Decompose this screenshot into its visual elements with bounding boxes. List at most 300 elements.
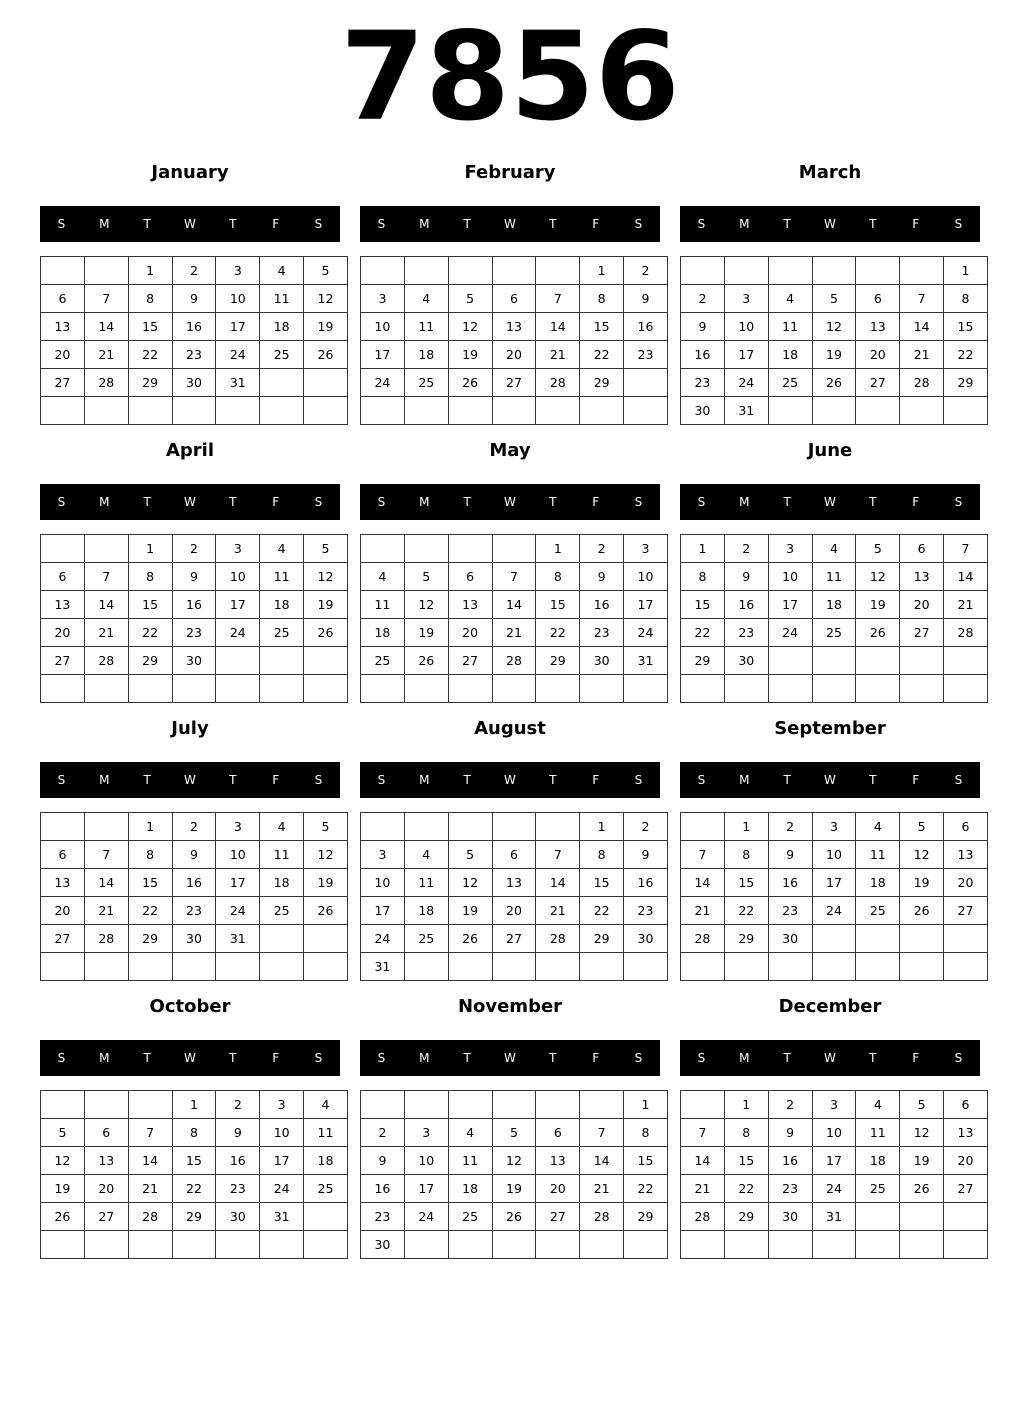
week-row bbox=[681, 1175, 988, 1203]
day-cell: 24 bbox=[216, 897, 260, 925]
week-row bbox=[361, 897, 668, 925]
day-cell bbox=[856, 1231, 900, 1259]
day-cell bbox=[361, 257, 405, 285]
weekday-label: W bbox=[824, 1051, 836, 1065]
weekday-label: M bbox=[739, 495, 750, 509]
week-row bbox=[361, 925, 668, 953]
day-cell: 15 bbox=[128, 591, 172, 619]
day-cell: 2 bbox=[768, 813, 812, 841]
day-cell bbox=[84, 953, 128, 981]
day-cell: 11 bbox=[361, 591, 405, 619]
day-cell: 20 bbox=[856, 341, 900, 369]
day-cell: 10 bbox=[361, 869, 405, 897]
day-cell: 7 bbox=[944, 535, 988, 563]
day-cell: 19 bbox=[304, 591, 348, 619]
day-cell bbox=[128, 1091, 172, 1119]
day-cell: 10 bbox=[724, 313, 768, 341]
day-cell: 8 bbox=[724, 841, 768, 869]
weekday-label: T bbox=[463, 773, 471, 787]
day-cell bbox=[404, 397, 448, 425]
day-cell: 27 bbox=[41, 369, 85, 397]
weekday-header bbox=[40, 1040, 340, 1076]
day-cell bbox=[536, 675, 580, 703]
month-december bbox=[680, 990, 980, 1260]
day-cell: 21 bbox=[492, 619, 536, 647]
day-cell bbox=[361, 535, 405, 563]
day-cell: 13 bbox=[492, 313, 536, 341]
day-cell: 15 bbox=[580, 869, 624, 897]
weekday-label: M bbox=[99, 773, 110, 787]
day-cell: 26 bbox=[492, 1203, 536, 1231]
day-cell bbox=[361, 1091, 405, 1119]
day-cell: 14 bbox=[944, 563, 988, 591]
day-cell: 1 bbox=[724, 813, 768, 841]
day-cell bbox=[41, 953, 85, 981]
day-cell: 2 bbox=[172, 535, 216, 563]
weekday-header bbox=[360, 762, 660, 798]
day-cell: 18 bbox=[768, 341, 812, 369]
weekday-label: F bbox=[912, 1051, 920, 1065]
day-cell: 2 bbox=[580, 535, 624, 563]
day-cell: 18 bbox=[856, 869, 900, 897]
day-cell: 9 bbox=[624, 841, 668, 869]
day-cell: 18 bbox=[304, 1147, 348, 1175]
weekday-label: S bbox=[954, 495, 963, 509]
weekday-label: T bbox=[143, 1051, 151, 1065]
weekday-label: M bbox=[739, 773, 750, 787]
day-cell: 31 bbox=[361, 953, 405, 981]
day-cell: 17 bbox=[216, 869, 260, 897]
day-cell: 15 bbox=[724, 869, 768, 897]
day-cell bbox=[84, 813, 128, 841]
day-cell: 11 bbox=[448, 1147, 492, 1175]
day-cell: 27 bbox=[84, 1203, 128, 1231]
day-cell: 14 bbox=[580, 1147, 624, 1175]
week-row bbox=[361, 1203, 668, 1231]
weekday-label: S bbox=[634, 773, 643, 787]
day-cell: 4 bbox=[260, 535, 304, 563]
weekday-label: W bbox=[504, 773, 516, 787]
day-cell bbox=[492, 1231, 536, 1259]
day-cell: 21 bbox=[900, 341, 944, 369]
weekday-label: M bbox=[419, 773, 430, 787]
day-cell: 17 bbox=[724, 341, 768, 369]
week-row bbox=[681, 341, 988, 369]
day-cell: 8 bbox=[172, 1119, 216, 1147]
day-cell: 17 bbox=[768, 591, 812, 619]
week-row bbox=[41, 397, 348, 425]
day-cell: 3 bbox=[404, 1119, 448, 1147]
day-cell: 20 bbox=[41, 341, 85, 369]
week-row bbox=[681, 1147, 988, 1175]
day-cell: 27 bbox=[492, 925, 536, 953]
day-cell: 26 bbox=[304, 897, 348, 925]
week-row bbox=[361, 341, 668, 369]
day-cell: 30 bbox=[172, 925, 216, 953]
month-name: September bbox=[774, 718, 886, 739]
day-cell bbox=[216, 1231, 260, 1259]
day-cell: 3 bbox=[724, 285, 768, 313]
day-cell: 26 bbox=[304, 341, 348, 369]
day-cell: 1 bbox=[724, 1091, 768, 1119]
day-cell: 25 bbox=[260, 341, 304, 369]
day-cell: 30 bbox=[681, 397, 725, 425]
day-cell: 13 bbox=[41, 313, 85, 341]
day-cell: 28 bbox=[536, 925, 580, 953]
day-cell bbox=[944, 397, 988, 425]
day-cell bbox=[580, 1091, 624, 1119]
day-cell bbox=[768, 257, 812, 285]
day-cell: 24 bbox=[404, 1203, 448, 1231]
week-row bbox=[681, 841, 988, 869]
week-row bbox=[41, 369, 348, 397]
day-cell: 26 bbox=[900, 897, 944, 925]
weekday-label: T bbox=[869, 495, 877, 509]
day-cell: 28 bbox=[580, 1203, 624, 1231]
day-cell bbox=[856, 925, 900, 953]
day-cell: 15 bbox=[681, 591, 725, 619]
day-cell: 18 bbox=[448, 1175, 492, 1203]
week-row bbox=[41, 535, 348, 563]
day-cell: 2 bbox=[681, 285, 725, 313]
week-row bbox=[41, 257, 348, 285]
day-cell: 28 bbox=[681, 925, 725, 953]
day-cell: 23 bbox=[624, 341, 668, 369]
day-cell: 29 bbox=[580, 925, 624, 953]
day-cell: 15 bbox=[172, 1147, 216, 1175]
day-cell: 13 bbox=[492, 869, 536, 897]
day-cell: 31 bbox=[812, 1203, 856, 1231]
day-cell: 4 bbox=[304, 1091, 348, 1119]
day-cell: 31 bbox=[260, 1203, 304, 1231]
day-cell bbox=[128, 397, 172, 425]
day-cell bbox=[260, 369, 304, 397]
day-cell bbox=[856, 257, 900, 285]
day-cell: 25 bbox=[812, 619, 856, 647]
weekday-label: S bbox=[634, 217, 643, 231]
week-row bbox=[681, 897, 988, 925]
day-cell: 9 bbox=[724, 563, 768, 591]
day-cell: 18 bbox=[361, 619, 405, 647]
day-cell: 30 bbox=[768, 1203, 812, 1231]
week-row bbox=[361, 1231, 668, 1259]
weekday-label: W bbox=[184, 1051, 196, 1065]
week-row bbox=[681, 1119, 988, 1147]
day-cell: 5 bbox=[856, 535, 900, 563]
weekday-label: M bbox=[419, 1051, 430, 1065]
day-cell: 21 bbox=[128, 1175, 172, 1203]
day-cell: 26 bbox=[900, 1175, 944, 1203]
day-cell: 18 bbox=[260, 869, 304, 897]
weekday-label: T bbox=[869, 773, 877, 787]
week-row bbox=[681, 1203, 988, 1231]
day-cell: 23 bbox=[768, 1175, 812, 1203]
day-cell: 26 bbox=[404, 647, 448, 675]
month-name: July bbox=[171, 718, 209, 739]
day-cell bbox=[304, 647, 348, 675]
week-row bbox=[41, 897, 348, 925]
day-cell: 29 bbox=[724, 1203, 768, 1231]
day-cell: 25 bbox=[304, 1175, 348, 1203]
day-cell: 11 bbox=[260, 563, 304, 591]
weekday-label: T bbox=[549, 495, 557, 509]
day-cell bbox=[768, 647, 812, 675]
week-row bbox=[681, 1091, 988, 1119]
weekday-label: S bbox=[314, 495, 323, 509]
day-cell: 25 bbox=[260, 897, 304, 925]
weekday-label: F bbox=[592, 773, 600, 787]
day-cell: 21 bbox=[536, 897, 580, 925]
weekday-label: W bbox=[824, 773, 836, 787]
day-cell: 24 bbox=[624, 619, 668, 647]
day-cell: 6 bbox=[41, 285, 85, 313]
day-cell: 29 bbox=[681, 647, 725, 675]
day-cell: 24 bbox=[361, 369, 405, 397]
day-cell bbox=[900, 675, 944, 703]
day-cell: 16 bbox=[361, 1175, 405, 1203]
weekday-label: W bbox=[184, 495, 196, 509]
day-cell: 15 bbox=[624, 1147, 668, 1175]
day-cell bbox=[536, 813, 580, 841]
day-cell: 14 bbox=[536, 869, 580, 897]
day-cell: 23 bbox=[768, 897, 812, 925]
day-cell: 14 bbox=[536, 313, 580, 341]
day-cell bbox=[404, 257, 448, 285]
day-cell bbox=[580, 953, 624, 981]
day-cell bbox=[724, 257, 768, 285]
weekday-label: M bbox=[739, 1051, 750, 1065]
day-cell: 28 bbox=[681, 1203, 725, 1231]
day-cell: 6 bbox=[944, 813, 988, 841]
day-cell: 21 bbox=[681, 1175, 725, 1203]
day-cell bbox=[404, 813, 448, 841]
day-cell bbox=[856, 675, 900, 703]
week-row bbox=[681, 813, 988, 841]
day-cell bbox=[448, 535, 492, 563]
day-cell bbox=[304, 953, 348, 981]
day-cell: 31 bbox=[216, 369, 260, 397]
day-cell bbox=[536, 1231, 580, 1259]
weekday-label: F bbox=[272, 495, 280, 509]
week-row bbox=[681, 313, 988, 341]
day-cell bbox=[580, 397, 624, 425]
day-cell bbox=[404, 1231, 448, 1259]
weekday-label: T bbox=[783, 773, 791, 787]
day-cell: 9 bbox=[172, 563, 216, 591]
day-cell: 22 bbox=[128, 619, 172, 647]
day-cell: 13 bbox=[900, 563, 944, 591]
week-row bbox=[361, 591, 668, 619]
weekday-label: S bbox=[377, 217, 386, 231]
day-cell: 9 bbox=[768, 1119, 812, 1147]
week-row bbox=[41, 869, 348, 897]
weekday-label: T bbox=[143, 773, 151, 787]
day-cell bbox=[84, 675, 128, 703]
month-june bbox=[680, 434, 980, 704]
day-cell: 8 bbox=[624, 1119, 668, 1147]
day-cell: 28 bbox=[84, 925, 128, 953]
day-cell: 15 bbox=[944, 313, 988, 341]
day-cell: 28 bbox=[900, 369, 944, 397]
week-row bbox=[681, 647, 988, 675]
weekday-label: T bbox=[869, 1051, 877, 1065]
day-cell: 9 bbox=[580, 563, 624, 591]
weekday-label: M bbox=[99, 495, 110, 509]
day-cell bbox=[624, 1231, 668, 1259]
day-cell: 2 bbox=[724, 535, 768, 563]
day-cell: 21 bbox=[580, 1175, 624, 1203]
weekday-label: S bbox=[697, 773, 706, 787]
day-cell: 7 bbox=[536, 285, 580, 313]
day-cell bbox=[492, 813, 536, 841]
week-row bbox=[361, 535, 668, 563]
day-cell bbox=[856, 397, 900, 425]
day-cell bbox=[361, 813, 405, 841]
day-cell: 28 bbox=[84, 369, 128, 397]
week-row bbox=[361, 285, 668, 313]
day-cell: 4 bbox=[404, 285, 448, 313]
day-cell: 19 bbox=[448, 341, 492, 369]
day-cell: 16 bbox=[172, 869, 216, 897]
day-cell: 24 bbox=[216, 619, 260, 647]
weekday-label: W bbox=[504, 1051, 516, 1065]
day-cell: 21 bbox=[84, 619, 128, 647]
week-row bbox=[361, 813, 668, 841]
day-cell bbox=[624, 675, 668, 703]
weekday-label: S bbox=[314, 773, 323, 787]
day-cell: 20 bbox=[944, 1147, 988, 1175]
month-july bbox=[40, 712, 340, 982]
day-cell bbox=[128, 953, 172, 981]
day-cell: 19 bbox=[41, 1175, 85, 1203]
day-cell bbox=[84, 1091, 128, 1119]
day-cell: 27 bbox=[536, 1203, 580, 1231]
day-cell: 21 bbox=[84, 341, 128, 369]
day-cell: 17 bbox=[216, 591, 260, 619]
weekday-label: F bbox=[592, 495, 600, 509]
weekday-label: F bbox=[272, 1051, 280, 1065]
day-cell: 12 bbox=[492, 1147, 536, 1175]
day-cell: 1 bbox=[128, 813, 172, 841]
week-row bbox=[41, 591, 348, 619]
day-cell bbox=[492, 675, 536, 703]
day-cell: 24 bbox=[216, 341, 260, 369]
day-cell: 17 bbox=[812, 869, 856, 897]
weekday-label: F bbox=[592, 1051, 600, 1065]
day-cell bbox=[84, 257, 128, 285]
day-cell: 12 bbox=[812, 313, 856, 341]
weekday-label: S bbox=[634, 495, 643, 509]
weekday-label: T bbox=[463, 1051, 471, 1065]
day-cell bbox=[580, 675, 624, 703]
day-cell: 5 bbox=[304, 535, 348, 563]
day-cell bbox=[448, 813, 492, 841]
day-cell: 5 bbox=[448, 841, 492, 869]
day-cell: 6 bbox=[41, 841, 85, 869]
day-cell: 27 bbox=[944, 897, 988, 925]
weekday-header bbox=[680, 762, 980, 798]
day-cell: 16 bbox=[624, 869, 668, 897]
day-cell: 24 bbox=[812, 897, 856, 925]
week-row bbox=[681, 397, 988, 425]
day-cell: 11 bbox=[404, 869, 448, 897]
day-cell: 3 bbox=[624, 535, 668, 563]
day-cell: 12 bbox=[404, 591, 448, 619]
day-cell bbox=[900, 397, 944, 425]
day-cell: 2 bbox=[361, 1119, 405, 1147]
day-cell: 5 bbox=[492, 1119, 536, 1147]
day-cell: 16 bbox=[172, 591, 216, 619]
day-cell: 6 bbox=[536, 1119, 580, 1147]
day-cell: 24 bbox=[260, 1175, 304, 1203]
day-cell: 22 bbox=[128, 341, 172, 369]
day-cell: 19 bbox=[448, 897, 492, 925]
day-cell: 17 bbox=[404, 1175, 448, 1203]
day-cell bbox=[260, 925, 304, 953]
day-cell: 2 bbox=[624, 813, 668, 841]
day-cell: 8 bbox=[536, 563, 580, 591]
day-cell: 7 bbox=[128, 1119, 172, 1147]
day-cell: 30 bbox=[580, 647, 624, 675]
day-cell bbox=[260, 647, 304, 675]
weekday-header bbox=[680, 484, 980, 520]
weekday-label: T bbox=[549, 773, 557, 787]
weekday-label: S bbox=[377, 773, 386, 787]
day-cell: 14 bbox=[900, 313, 944, 341]
month-name: June bbox=[807, 440, 853, 461]
weekday-label: F bbox=[592, 217, 600, 231]
day-cell: 9 bbox=[172, 285, 216, 313]
day-cell bbox=[944, 1231, 988, 1259]
day-cell bbox=[536, 953, 580, 981]
day-cell: 13 bbox=[41, 869, 85, 897]
day-cell: 4 bbox=[404, 841, 448, 869]
day-cell: 20 bbox=[944, 869, 988, 897]
day-cell: 25 bbox=[260, 619, 304, 647]
day-cell bbox=[681, 813, 725, 841]
day-cell: 16 bbox=[216, 1147, 260, 1175]
day-cell: 30 bbox=[361, 1231, 405, 1259]
day-cell: 12 bbox=[900, 1119, 944, 1147]
weekday-label: T bbox=[783, 1051, 791, 1065]
month-name: January bbox=[151, 162, 229, 183]
day-cell: 1 bbox=[681, 535, 725, 563]
day-cell: 5 bbox=[900, 813, 944, 841]
day-cell: 23 bbox=[681, 369, 725, 397]
day-cell bbox=[260, 675, 304, 703]
week-row bbox=[41, 647, 348, 675]
day-cell: 17 bbox=[624, 591, 668, 619]
day-cell: 22 bbox=[724, 1175, 768, 1203]
weekday-label: S bbox=[377, 495, 386, 509]
day-cell: 21 bbox=[84, 897, 128, 925]
day-cell: 29 bbox=[536, 647, 580, 675]
day-cell: 1 bbox=[580, 813, 624, 841]
day-cell: 4 bbox=[812, 535, 856, 563]
day-cell bbox=[536, 397, 580, 425]
weekday-label: T bbox=[549, 1051, 557, 1065]
day-cell: 9 bbox=[361, 1147, 405, 1175]
week-row bbox=[41, 675, 348, 703]
day-cell: 28 bbox=[536, 369, 580, 397]
day-cell: 20 bbox=[492, 341, 536, 369]
day-cell bbox=[900, 1203, 944, 1231]
day-cell bbox=[41, 257, 85, 285]
month-november bbox=[360, 990, 660, 1260]
day-cell: 27 bbox=[41, 647, 85, 675]
week-row bbox=[681, 563, 988, 591]
day-cell: 5 bbox=[900, 1091, 944, 1119]
